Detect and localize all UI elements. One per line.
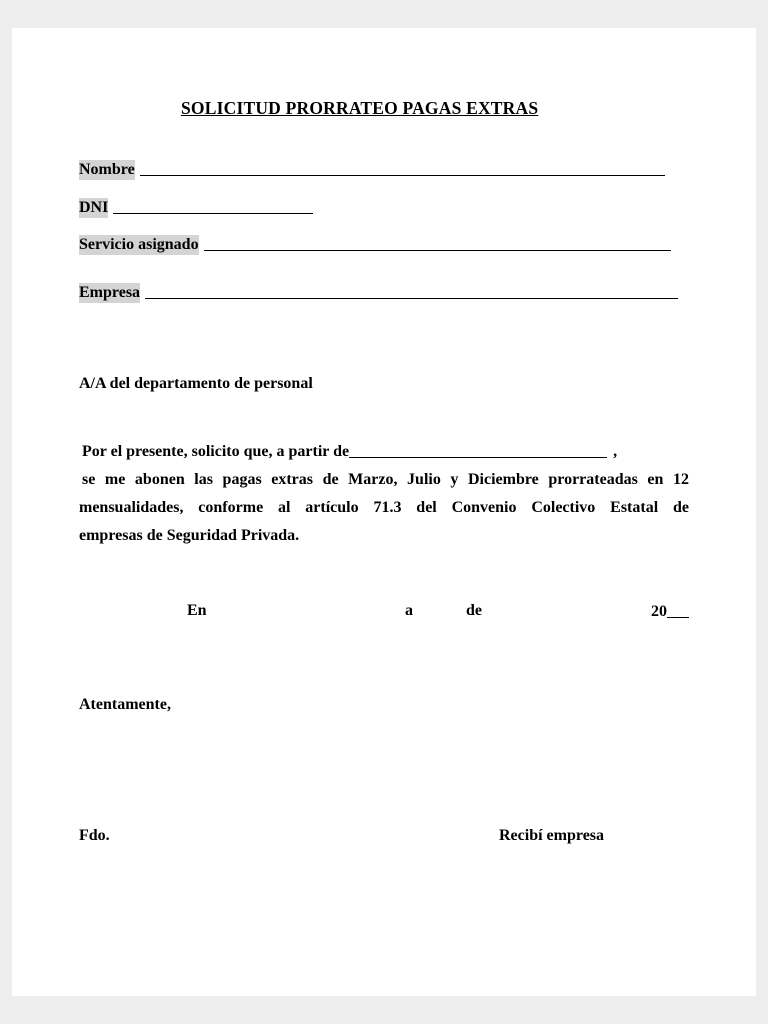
date-de-label: de xyxy=(466,602,482,619)
nombre-label: Nombre xyxy=(79,161,135,178)
date-a-label: a xyxy=(405,602,413,619)
servicio-blank-line xyxy=(204,236,671,251)
fdo-label: Fdo. xyxy=(79,827,110,844)
dni-blank-line xyxy=(113,199,313,214)
paragraph-line-3: mensualidades, conforme al artículo 71.3 del Convenio Colectivo Estatal de xyxy=(79,499,689,516)
paragraph-line-1-text: Por el presente, solicito que, a partir de xyxy=(82,443,350,460)
closing-text: Atentamente, xyxy=(79,696,171,713)
year-blank-line xyxy=(667,603,689,618)
servicio-label: Servicio asignado xyxy=(79,236,199,253)
request-paragraph xyxy=(79,438,689,550)
document-title: SOLICITUD PRORRATEO PAGAS EXTRAS xyxy=(181,98,539,118)
paragraph-line-1 xyxy=(79,438,689,466)
empresa-blank-line xyxy=(145,284,678,299)
empresa-label: Empresa xyxy=(79,284,141,301)
paragraph-line-4: empresas de Seguridad Privada. xyxy=(79,527,300,544)
start-date-blank-line xyxy=(349,443,607,458)
received-by-company-label: Recibí empresa xyxy=(499,827,605,844)
date-year-prefix: 20 xyxy=(651,603,667,620)
empresa-field xyxy=(79,282,678,303)
paragraph-line-1-comma: , xyxy=(613,443,618,460)
date-year-field xyxy=(651,601,689,622)
date-en-label: En xyxy=(187,602,207,619)
servicio-field xyxy=(79,234,671,255)
nombre-blank-line xyxy=(140,161,665,176)
dni-field xyxy=(79,197,313,218)
nombre-field xyxy=(79,159,665,180)
dni-label: DNI xyxy=(79,199,109,216)
addressee-line: A/A del departamento de personal xyxy=(79,375,313,392)
paragraph-line-2: se me abonen las pagas extras de Marzo, Julio y Diciembre prorrateadas en 12 xyxy=(82,471,689,488)
